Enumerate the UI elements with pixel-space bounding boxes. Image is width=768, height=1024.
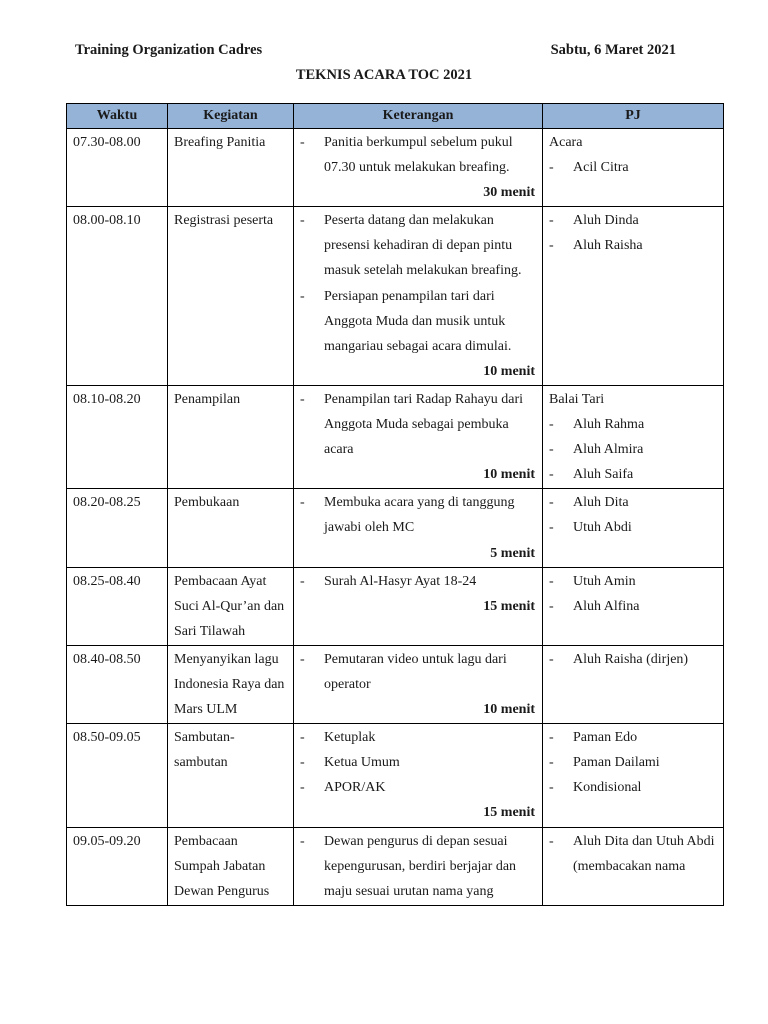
dash-marker: - (549, 573, 554, 589)
dash-marker: - (300, 135, 305, 150)
cell-notes (294, 724, 543, 827)
notes-wrap (300, 647, 536, 722)
pj-item (549, 208, 717, 233)
note-item-text: Panitia berkumpul sebelum pukul 07.30 untuk melakukan breafing. (324, 135, 513, 176)
pj-item (549, 233, 717, 258)
pj-wrap (549, 387, 717, 487)
cell-notes (294, 385, 543, 488)
cell-notes (294, 645, 543, 723)
note-item (300, 490, 536, 540)
notes-wrap (300, 490, 536, 565)
pj-item-text: Paman Edo (573, 730, 638, 746)
note-item-text: Surah Al-Hasyr Ayat 18-24 (324, 573, 477, 589)
table-row (67, 724, 724, 827)
dash-marker: - (549, 213, 554, 229)
dash-marker: - (300, 391, 305, 407)
cell-time: 08.50-09.05 (67, 724, 168, 827)
cell-activity: Registrasi peserta (168, 207, 294, 386)
notes-wrap (300, 208, 536, 384)
cell-time: 08.20-08.25 (67, 489, 168, 567)
pj-wrap (549, 130, 717, 180)
pj-item (549, 437, 717, 462)
dash-marker: - (300, 288, 305, 304)
pj-item (549, 750, 717, 775)
document-title: TEKNIS ACARA TOC 2021 (295, 67, 473, 83)
pj-item (549, 490, 717, 515)
note-item (300, 208, 536, 283)
pj-item (549, 412, 717, 437)
column-header-pj: PJ (543, 104, 724, 129)
duration-label: 5 menit (490, 545, 535, 561)
note-item-text: Penampilan tari Radap Rahayu dari Anggota Muda sebagai pembuka acara (324, 391, 524, 458)
note-item-text: Membuka acara yang di tanggung jawabi oleh MC (324, 495, 515, 536)
pj-item (549, 155, 717, 180)
table-header-row (67, 104, 724, 129)
dash-marker: - (549, 442, 554, 458)
pj-wrap (549, 569, 717, 619)
dash-marker: - (300, 651, 305, 667)
pj-item (549, 829, 717, 879)
notes-wrap (300, 725, 536, 825)
cell-notes (294, 489, 543, 567)
note-item (300, 284, 536, 359)
dash-marker: - (549, 651, 554, 667)
duration-label: 30 menit (483, 185, 535, 201)
table-row (67, 645, 724, 723)
note-item (300, 725, 536, 750)
note-item-text: APOR/AK (324, 780, 386, 796)
table-body (67, 129, 724, 906)
dash-marker: - (549, 495, 554, 511)
pj-wrap (549, 490, 717, 540)
cell-notes (294, 207, 543, 386)
column-header-kegiatan: Kegiatan (168, 104, 294, 129)
note-item (300, 750, 536, 775)
cell-time: 08.10-08.20 (67, 385, 168, 488)
pj-group-label: Acara (549, 135, 583, 150)
pj-item (549, 462, 717, 487)
note-item (300, 775, 536, 800)
pj-item-text: Utuh Abdi (573, 520, 632, 536)
pj-item-text: Aluh Almira (573, 442, 644, 458)
header-organization: Training Organization Cadres (75, 42, 263, 58)
note-item (300, 569, 536, 594)
cell-time: 08.25-08.40 (67, 567, 168, 645)
note-item-text: Ketuplak (324, 730, 376, 746)
column-header-keterangan: Keterangan (294, 104, 543, 129)
pj-item-text: Acil Citra (573, 160, 629, 176)
dash-marker: - (549, 780, 554, 796)
note-item (300, 647, 536, 697)
notes-wrap (300, 130, 536, 205)
pj-item (549, 569, 717, 594)
cell-activity: Breafing Panitia (168, 129, 294, 207)
cell-activity: Pembacaan Sumpah Jabatan Dewan Pengurus (168, 827, 294, 905)
dash-marker: - (300, 780, 305, 796)
pj-item-text: Aluh Rahma (573, 417, 645, 433)
cell-pj (543, 489, 724, 567)
note-item-text: Ketua Umum (324, 755, 400, 771)
pj-item-text: Aluh Dita (573, 495, 629, 511)
pj-item-text: Aluh Alfina (573, 598, 640, 614)
dash-marker: - (549, 160, 554, 176)
cell-activity: Penampilan (168, 385, 294, 488)
pj-item (549, 515, 717, 540)
dash-marker: - (300, 755, 305, 771)
duration-label: 15 menit (483, 805, 535, 821)
note-item-text: Dewan pengurus di depan sesuai kepengurusan, berdiri berjajar dan maju sesuai urutan nama yang (324, 833, 517, 899)
cell-time: 08.00-08.10 (67, 207, 168, 386)
cell-pj (543, 129, 724, 207)
pj-item-text: Aluh Dita dan Utuh Abdi (membacakan nama (573, 833, 715, 874)
note-item (300, 829, 536, 903)
cell-notes (294, 129, 543, 207)
header-date: Sabtu, 6 Maret 2021 (550, 42, 676, 58)
table-row (67, 385, 724, 488)
cell-notes (294, 567, 543, 645)
cell-time: 08.40-08.50 (67, 645, 168, 723)
cell-pj (543, 207, 724, 386)
table-row (67, 827, 724, 905)
table-row (67, 567, 724, 645)
pj-wrap (549, 208, 717, 258)
pj-item-text: Aluh Saifa (573, 467, 634, 483)
dash-marker: - (300, 495, 305, 511)
dash-marker: - (549, 755, 554, 771)
duration-label: 15 menit (483, 598, 535, 614)
cell-activity: Menyanyikan lagu Indonesia Raya dan Mars ULM (168, 645, 294, 723)
pj-item (549, 647, 717, 672)
duration-label: 10 menit (483, 467, 535, 483)
note-item-text: Pemutaran video untuk lagu dari operator (324, 651, 507, 692)
dash-marker: - (549, 520, 554, 536)
pj-item (549, 775, 717, 800)
note-item (300, 130, 536, 180)
pj-wrap (549, 829, 717, 879)
dash-marker: - (549, 417, 554, 433)
cell-time: 09.05-09.20 (67, 827, 168, 905)
cell-activity: Sambutan-sambutan (168, 724, 294, 827)
pj-item (549, 725, 717, 750)
pj-item-text: Utuh Amin (573, 573, 636, 589)
cell-notes (294, 827, 543, 905)
pj-item-text: Aluh Raisha (573, 238, 643, 254)
dash-marker: - (549, 833, 554, 849)
notes-wrap (300, 569, 536, 619)
dash-marker: - (549, 730, 554, 746)
pj-group-label: Balai Tari (549, 391, 605, 407)
dash-marker: - (549, 238, 554, 254)
table-row (67, 489, 724, 567)
column-header-waktu: Waktu (67, 104, 168, 129)
pj-item (549, 594, 717, 619)
dash-marker: - (300, 573, 305, 589)
note-item-text: Persiapan penampilan tari dari Anggota Muda dan musik untuk mangariau sebagai acara dimulai. (324, 288, 512, 354)
dash-marker: - (300, 730, 305, 746)
dash-marker: - (300, 833, 305, 849)
note-item-text: Peserta datang dan melakukan presensi kehadiran di depan pintu masuk setelah melakukan breafing. (324, 213, 522, 279)
pj-item-text: Paman Dailami (573, 755, 660, 771)
duration-label: 10 menit (483, 702, 535, 718)
table-row (67, 129, 724, 207)
dash-marker: - (549, 467, 554, 483)
cell-pj (543, 645, 724, 723)
pj-item-text: Aluh Raisha (dirjen) (573, 651, 689, 667)
pj-wrap (549, 725, 717, 800)
pj-wrap (549, 647, 717, 672)
notes-wrap (300, 387, 536, 487)
cell-pj (543, 567, 724, 645)
note-item (300, 387, 536, 462)
cell-pj (543, 827, 724, 905)
pj-item-text: Aluh Dinda (573, 213, 639, 229)
cell-activity: Pembacaan Ayat Suci Al-Qur’an dan Sari Tilawah (168, 567, 294, 645)
cell-time: 07.30-08.00 (67, 129, 168, 207)
cell-pj (543, 385, 724, 488)
schedule-table (66, 103, 724, 906)
dash-marker: - (300, 213, 305, 229)
dash-marker: - (549, 598, 554, 614)
cell-pj (543, 724, 724, 827)
cell-activity: Pembukaan (168, 489, 294, 567)
pj-item-text: Kondisional (573, 780, 642, 796)
table-row (67, 207, 724, 386)
duration-label: 10 menit (483, 363, 535, 379)
notes-wrap (300, 829, 536, 903)
